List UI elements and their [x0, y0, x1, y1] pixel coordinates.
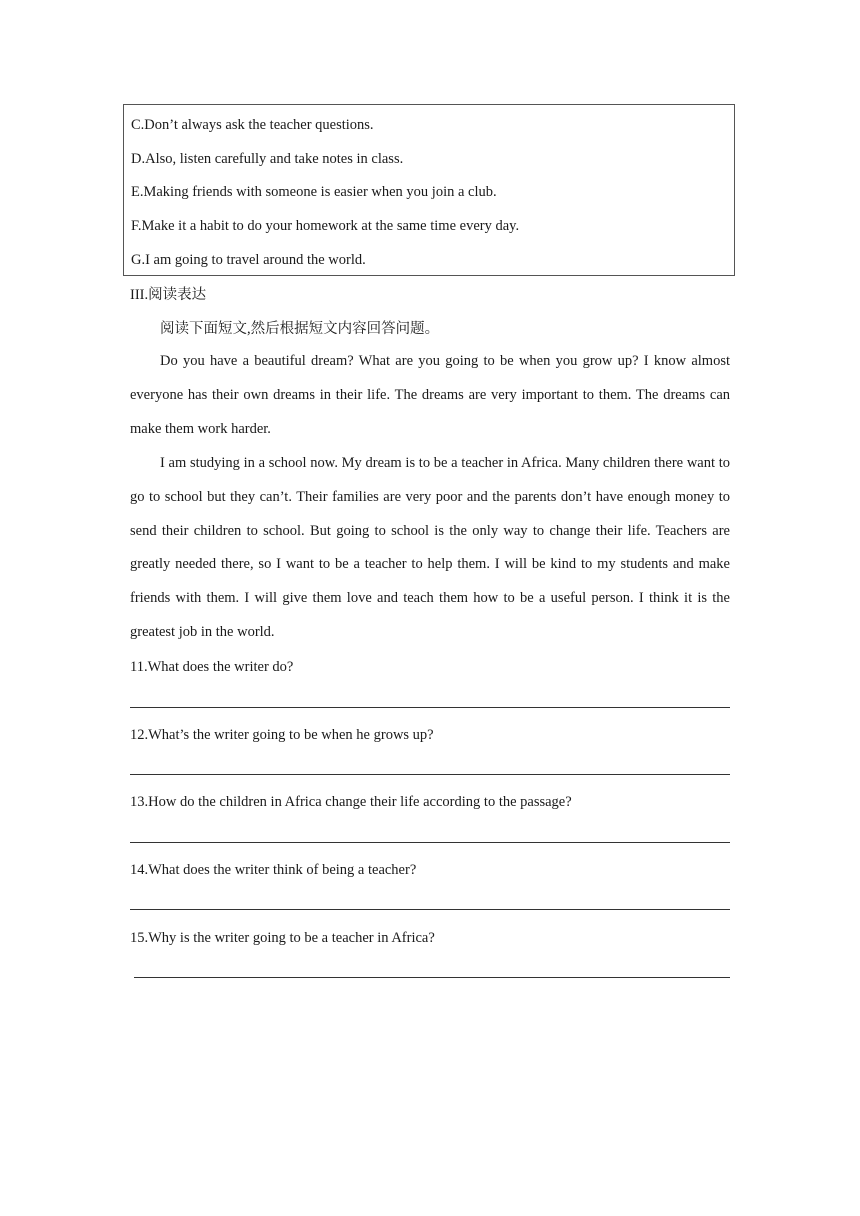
answer-line-15[interactable] — [134, 977, 730, 978]
option-d: D.Also, listen carefully and take notes in class. — [131, 151, 404, 167]
question-11: 11.What does the writer do? — [130, 659, 294, 675]
answer-line-13[interactable] — [130, 842, 730, 843]
passage-paragraph-1: Do you have a beautiful dream? What are you going to be when you grow up? I know almost everyone has their own dreams in their life. The dreams are very important to them. The dreams can make them work harder. — [130, 353, 730, 437]
section-heading: III.阅读表达 — [130, 287, 207, 303]
option-c: C.Don’t always ask the teacher questions. — [131, 117, 374, 133]
question-12: 12.What’s the writer going to be when he grows up? — [130, 727, 434, 743]
answer-line-12[interactable] — [130, 774, 730, 775]
options-box — [123, 104, 735, 276]
option-g: G.I am going to travel around the world. — [131, 252, 366, 268]
answer-line-14[interactable] — [130, 909, 730, 910]
question-13: 13.How do the children in Africa change their life according to the passage? — [130, 794, 572, 810]
question-14: 14.What does the writer think of being a teacher? — [130, 862, 417, 878]
option-f: F.Make it a habit to do your homework at the same time every day. — [131, 218, 520, 234]
passage-paragraph-2: I am studying in a school now. My dream is to be a teacher in Africa. Many children there want to go to school but they can’t. Their families are very poor and the parents don’t have enough money to send their children to school. But going to school is the only way to change their life. Teachers are greatly needed there, so I want to be a teacher to help them. I will be kind to my students and make friends with them. I will give them love and teach them how to be a useful person. I think it is the greatest job in the world. — [130, 455, 730, 640]
answer-line-11[interactable] — [130, 707, 730, 708]
section-instruction: 阅读下面短文,然后根据短文内容回答问题。 — [160, 321, 440, 337]
question-15: 15.Why is the writer going to be a teacher in Africa? — [130, 930, 435, 946]
option-e: E.Making friends with someone is easier when you join a club. — [131, 184, 497, 200]
